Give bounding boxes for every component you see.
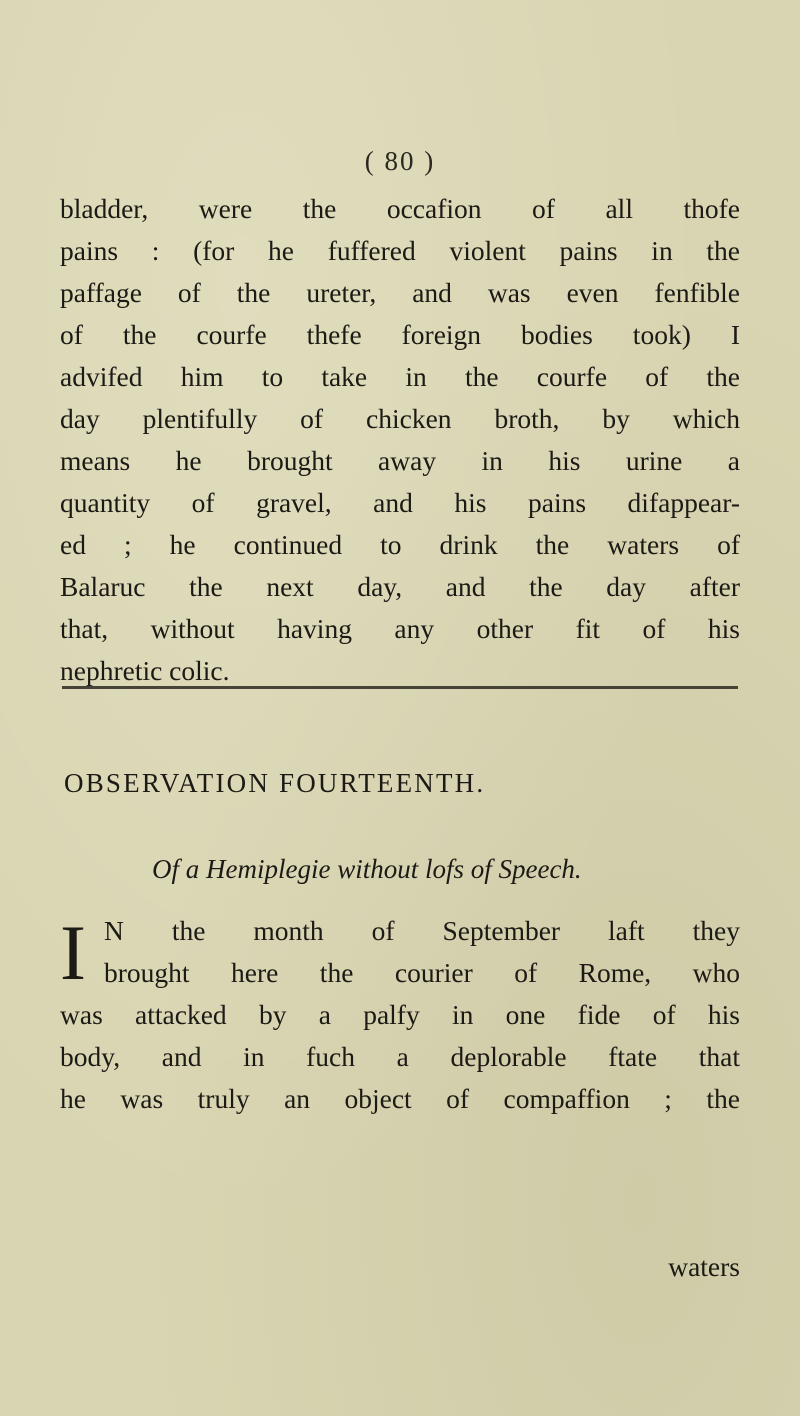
text-line: was attacked by a palfy in one fide of his <box>60 999 740 1030</box>
text-line: that, without having any other fit of his <box>60 613 740 644</box>
section-heading: OBSERVATION FOURTEENTH. <box>64 768 486 798</box>
text-line: N the month of September laft they <box>104 915 740 946</box>
text-line: brought here the courier of Rome, who <box>104 957 740 988</box>
text-line: means he brought away in his urine a <box>60 445 740 476</box>
catchword: waters <box>668 1251 740 1282</box>
text-line: day plentifully of chicken broth, by which <box>60 403 740 434</box>
text-line: advifed him to take in the courfe of the <box>60 361 740 392</box>
paragraph-continuation <box>60 188 740 692</box>
text-line: body, and in fuch a deplorable ftate that <box>60 1041 740 1072</box>
paragraph-observation <box>60 910 740 1120</box>
text-line: quantity of gravel, and his pains difappear- <box>60 487 740 518</box>
text-line: he was truly an object of compaffion ; the <box>60 1083 740 1114</box>
text-line: nephretic colic. <box>60 655 230 686</box>
text-line: of the courfe thefe foreign bodies took) I <box>60 319 740 350</box>
text-line: ed ; he continued to drink the waters of <box>60 529 740 560</box>
section-divider-rule <box>62 686 738 689</box>
text-line: pains : (for he fuffered violent pains in the <box>60 235 740 266</box>
text-line: bladder, were the occafion of all thofe <box>60 193 740 224</box>
text-line: Balaruc the next day, and the day after <box>60 571 740 602</box>
text-line: paffage of the ureter, and was even fenfible <box>60 277 740 308</box>
drop-cap: I <box>60 909 86 996</box>
page-number: ( 80 ) <box>364 146 436 176</box>
section-subtitle: Of a Hemiplegie without lofs of Speech. <box>152 854 582 884</box>
